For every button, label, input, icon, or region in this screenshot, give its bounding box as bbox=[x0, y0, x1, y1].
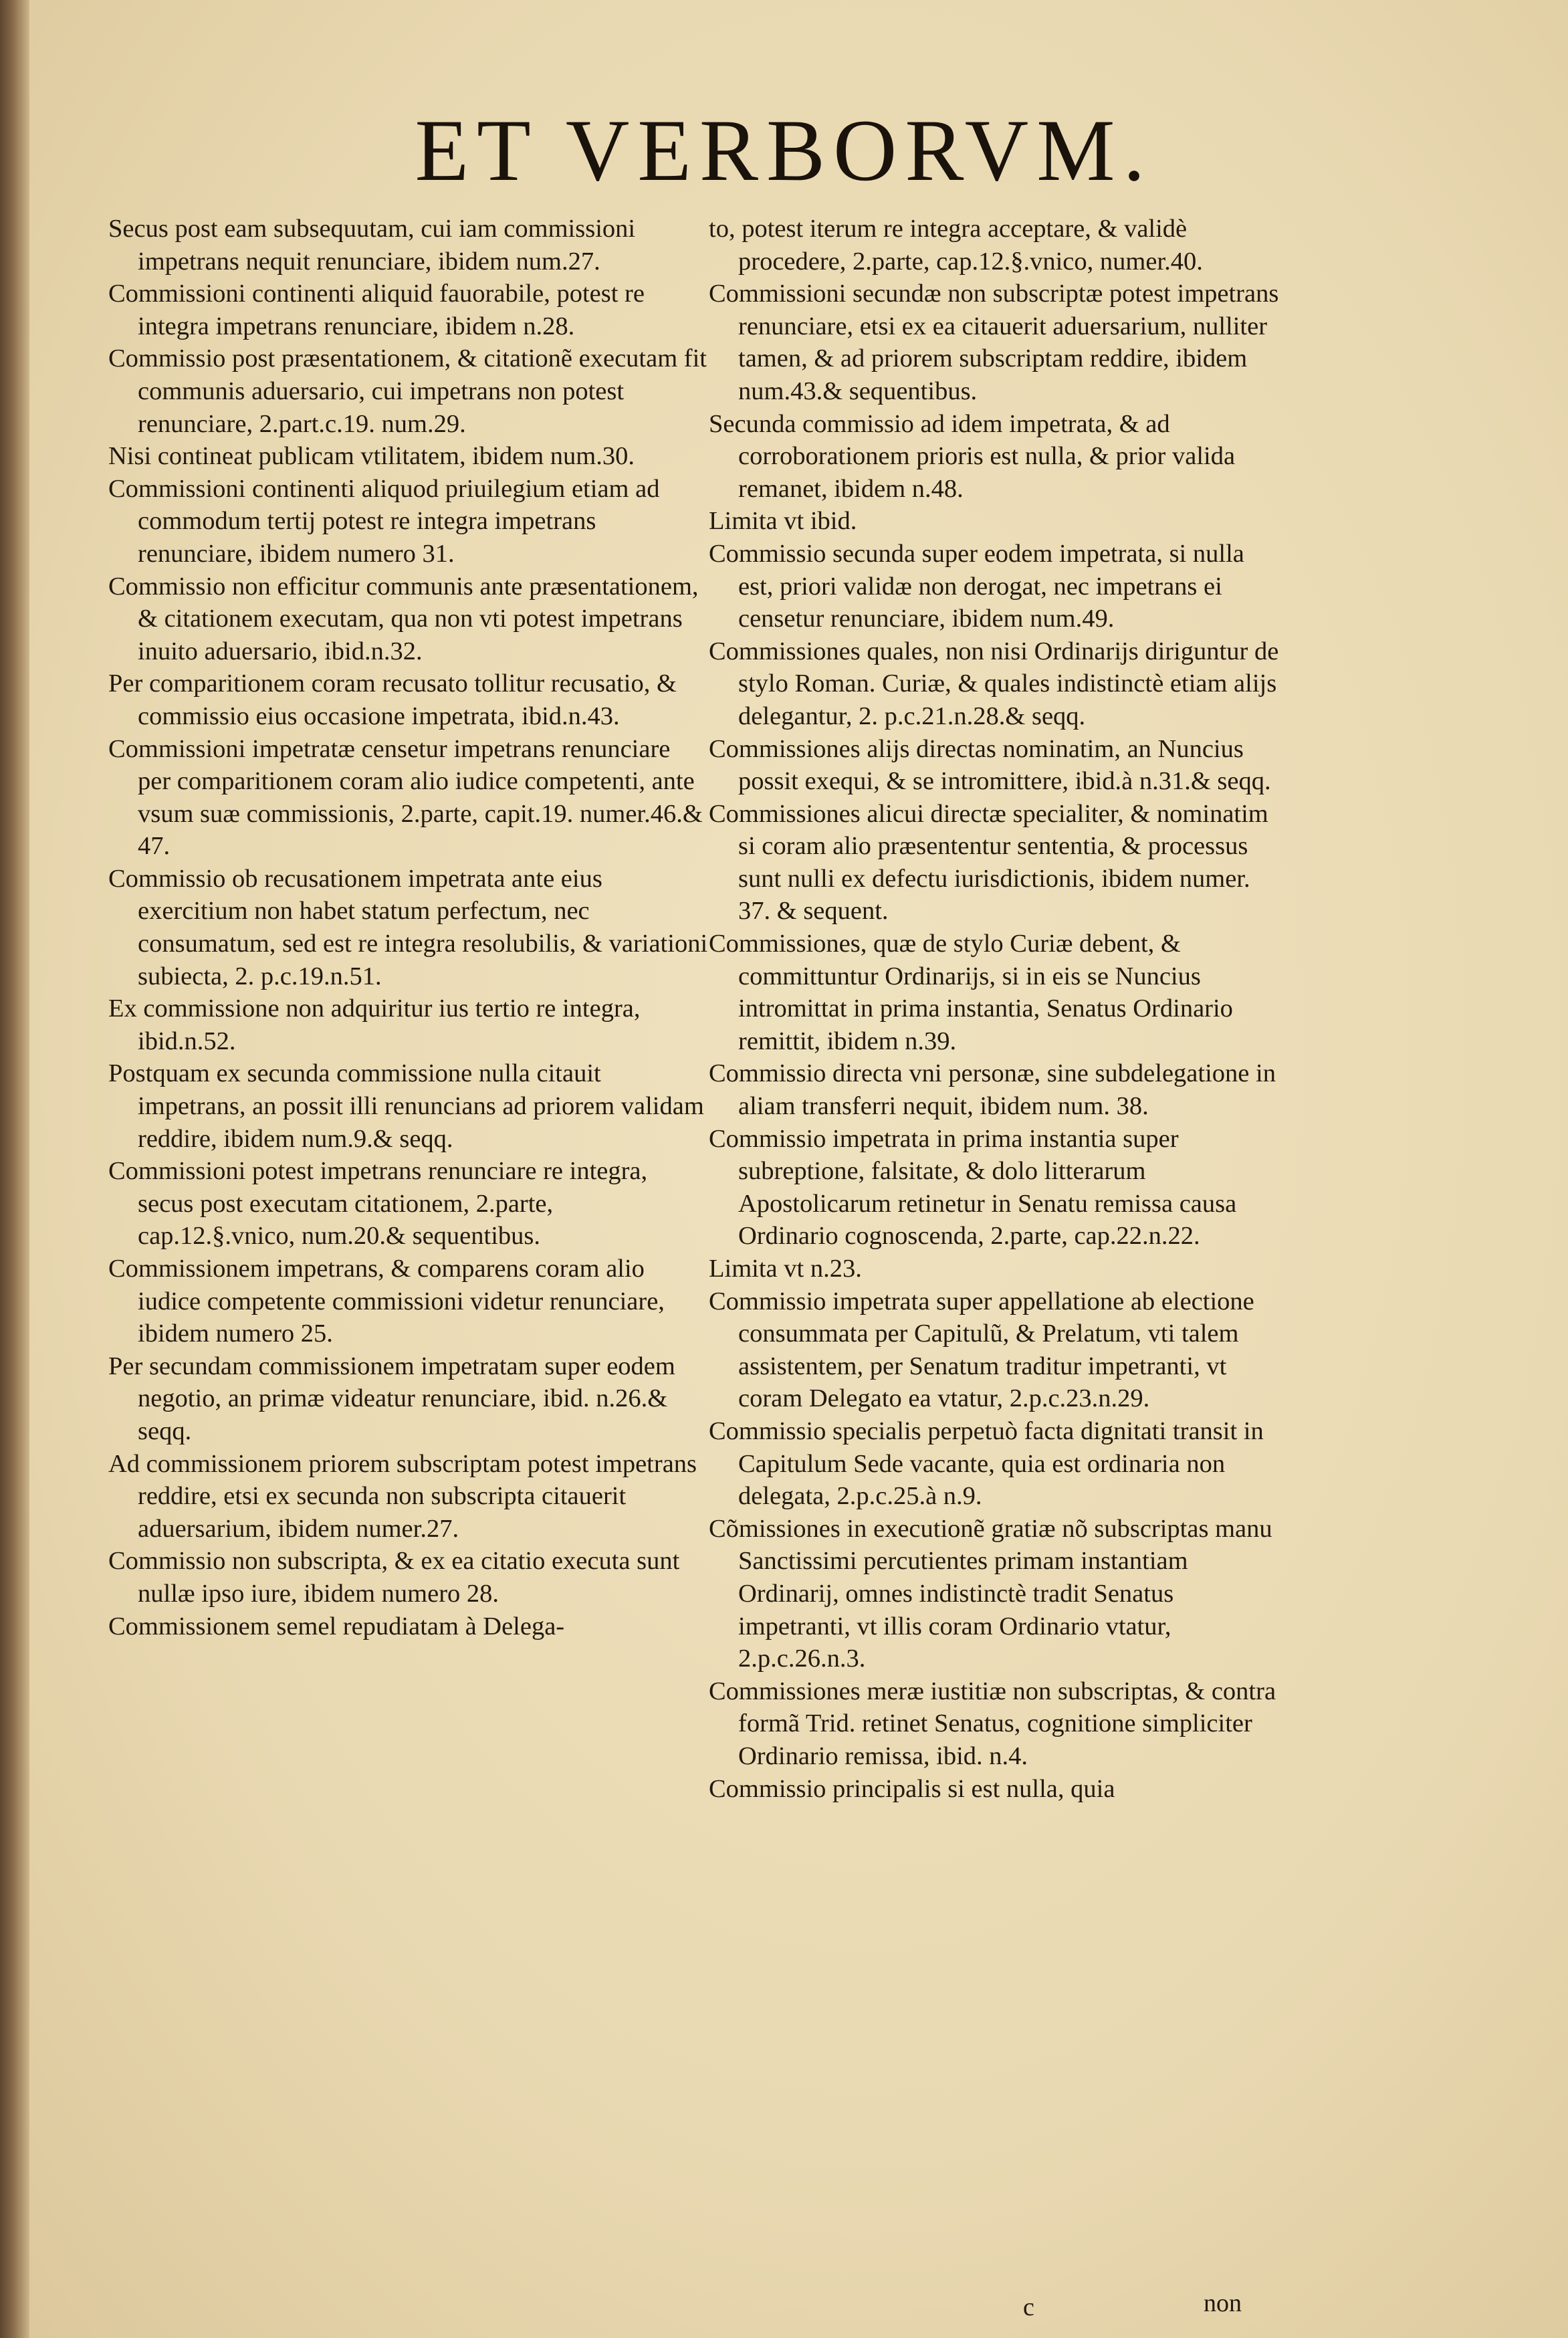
index-entry: Per secundam commissionem impetratam super eodem negotio, an primæ videatur renunciare, ibid. n.26.& seqq. bbox=[108, 1352, 675, 1445]
index-entry: Commissiones quales, non nisi Ordinarijs diriguntur de stylo Roman. Curiæ, & quales indistinctè etiam alijs delegantur, 2. p.c.21.n.28.& seqq. bbox=[709, 637, 1279, 730]
index-entry: Commissio impetrata in prima instantia super subreptione, falsitate, & dolo litterarum Apostolicarum retinetur in Senatu remissa causa Ordinario cognoscenda, 2.parte, cap.22.n.22. bbox=[709, 1124, 1237, 1251]
signature-mark: c bbox=[1023, 2293, 1034, 2321]
index-entry: Secus post eam subsequutam, cui iam commissioni impetrans nequit renunciare, ibidem num.27. bbox=[108, 215, 636, 276]
index-entry: Commissioni potest impetrans renunciare re integra, secus post executam citationem, 2.parte, cap.12.§.vnico, num.20.& sequentibus. bbox=[108, 1157, 648, 1251]
index-entry: Commissioni impetratæ censetur impetrans renunciare per comparitionem coram alio iudice competenti, ante vsum suæ commissionis, 2.parte, capit.19. numer.46.& 47. bbox=[108, 734, 703, 861]
index-entry: Limita vt ibid. bbox=[709, 507, 857, 536]
index-entry: to, potest iterum re integra acceptare, & validè procedere, 2.parte, cap.12.§.vnico, numer.40. bbox=[709, 215, 1203, 276]
index-entry: Commissio principalis si est nulla, quia bbox=[709, 1774, 1115, 1803]
index-entry: Commissioni continenti aliquid fauorabile, potest re integra impetrans renunciare, ibidem n.28. bbox=[108, 280, 645, 340]
index-entry: Commissio post præsentationem, & citationẽ executam fit communis aduersario, cui impetrans non potest renunciare, 2.part.c.19. num.29. bbox=[108, 344, 707, 438]
index-entry: Postquam ex secunda commissione nulla citauit impetrans, an possit illi renuncians ad priorem validam reddire, ibidem num.9.& seqq. bbox=[108, 1059, 704, 1153]
index-entry: Commissio impetrata super appellatione ab electione consummata per Capitulũ, & Prelatum, vti talem assistentem, per Senatum traditur impetranti, vt coram Delegato ea vtatur, 2.p.c.23.n.29. bbox=[709, 1287, 1254, 1413]
index-entry: Commissiones, quæ de stylo Curiæ debent, & committuntur Ordinarijs, si in eis se Nuncius intromittat in prima instantia, Senatus Ordinario remittit, ibidem n.39. bbox=[709, 930, 1233, 1055]
index-entry: Commissionem semel repudiatam à Delega- bbox=[108, 1612, 565, 1640]
index-entry: Commissio directa vni personæ, sine subdelegatione in aliam transferri nequit, ibidem num. 38. bbox=[709, 1059, 1276, 1121]
index-entry: Commissio ob recusationem impetrata ante eius exercitium non habet statum perfectum, nec consumatum, sed est re integra resolubilis, & variationi subiecta, 2. p.c.19.n.51. bbox=[108, 864, 708, 990]
index-entry: Ex commissione non adquiritur ius tertio re integra, ibid.n.52. bbox=[108, 994, 641, 1055]
catchword: non bbox=[1204, 2289, 1242, 2317]
index-entry: Commissio non efficitur communis ante præsentationem, & citationem executam, qua non vti potest impetrans inuito aduersario, ibid.n.32. bbox=[108, 572, 699, 665]
index-entry: Commissioni continenti aliquod priuilegium etiam ad commodum tertij potest re integra impetrans renunciare, ibidem numero 31. bbox=[108, 474, 660, 568]
binding-gutter bbox=[0, 0, 29, 2338]
index-entry: Per comparitionem coram recusato tollitur recusatio, & commissio eius occasione impetrata, ibid.n.43. bbox=[108, 669, 677, 730]
index-entry: Commissiones meræ iustitiæ non subscriptas, & contra formã Trid. retinet Senatus, cognitione simpliciter Ordinario remissa, ibid. n.4. bbox=[709, 1677, 1276, 1770]
index-entry: Commissiones alijs directas nominatim, an Nuncius possit exequi, & se intromittere, ibid.à n.31.& seqq. bbox=[709, 734, 1271, 796]
right-column bbox=[709, 213, 1280, 2299]
index-entry: Commissio non subscripta, & ex ea citatio executa sunt nullæ ipso iure, ibidem numero 28. bbox=[108, 1547, 680, 1608]
index-entry: Commissiones alicui directæ specialiter, & nominatim si coram alio præsententur sententia, & processus sunt nulli ex defectu iurisdictionis, ibidem numer. 37. & sequent. bbox=[709, 799, 1268, 926]
index-entry: Secunda commissio ad idem impetrata, & ad corroborationem prioris est nulla, & prior valida remanet, ibidem n.48. bbox=[709, 409, 1236, 503]
left-column bbox=[108, 213, 709, 2299]
index-entry: Commissio specialis perpetuò facta dignitati transit in Capitulum Sede vacante, quia est ordinaria non delegata, 2.p.c.25.à n.9. bbox=[709, 1416, 1264, 1511]
index-entry: Cõmissiones in executionẽ gratiæ nõ subscriptas manu Sanctissimi percutientes primam instantiam Ordinarij, omnes indistinctè tradit Senatus impetranti, vt illis coram Ordinario vtatur, 2.p.c.26.n.3. bbox=[709, 1514, 1272, 1673]
index-entry: Limita vt n.23. bbox=[709, 1255, 862, 1283]
index-entry: Commissionem impetrans, & comparens coram alio iudice competente commissioni videtur renunciare, ibidem numero 25. bbox=[108, 1255, 665, 1348]
index-entry: Ad commissionem priorem subscriptam potest impetrans reddire, etsi ex secunda non subscripta citauerit aduersarium, ibidem numer.27. bbox=[108, 1449, 697, 1543]
index-entry: Commissio secunda super eodem impetrata, si nulla est, priori validæ non derogat, nec impetrans ei censetur renunciare, ibidem num.49. bbox=[709, 539, 1244, 633]
index-entry: Commissioni secundæ non subscriptæ potest impetrans renunciare, etsi ex ea citauerit aduersarium, nulliter tamen, & ad priorem subscriptam reddire, ibidem num.43.& sequentibus. bbox=[709, 280, 1279, 405]
running-header: ET VERBORVM. bbox=[415, 101, 1153, 199]
index-entry: Nisi contineat publicam vtilitatem, ibidem num.30. bbox=[108, 442, 635, 471]
